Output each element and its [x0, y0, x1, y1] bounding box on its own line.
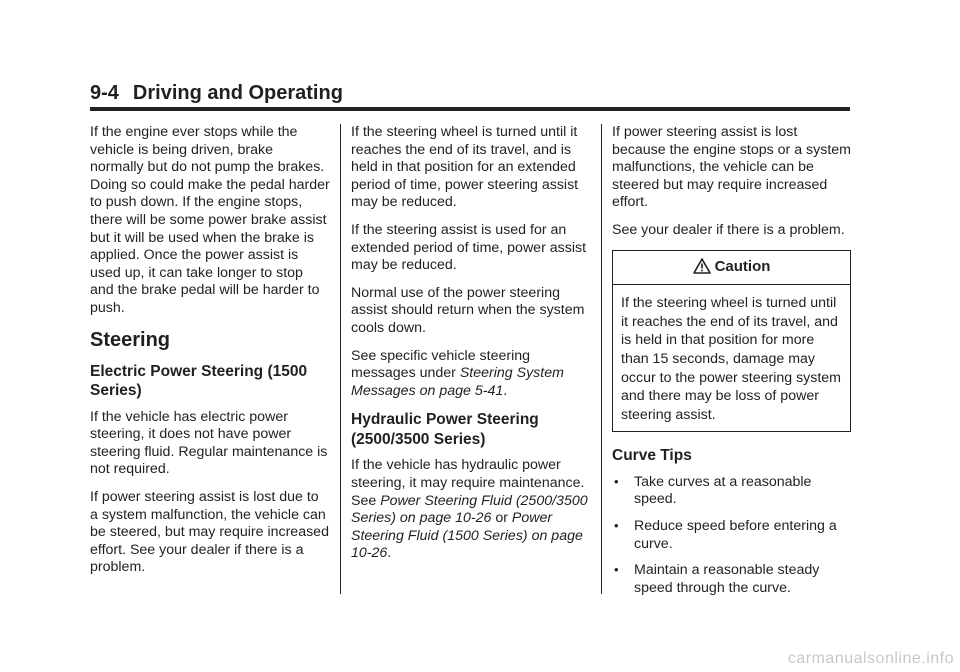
- list-item: • Take curves at a reasonable speed.: [614, 473, 812, 508]
- list-item: • Reduce speed before entering a curve.: [614, 518, 837, 552]
- page-header: [90, 80, 850, 111]
- caution-title: Caution: [714, 257, 771, 275]
- eps-malfunction-paragraph: If power steering assist is lost due to a system malfunction, the vehicle can be steered, but may require increased effort. See your dealer if there is a problem.: [90, 488, 329, 576]
- caution-text: If the steering wheel is turned until it reaches the end of its travel, and is held in that position for more than 15 seconds, damage may occur to the power steering system and there may be loss of power steering assist.: [621, 295, 842, 423]
- curve-tips-heading: Curve Tips: [612, 447, 692, 465]
- steering-messages-link[interactable]: Steering System Messages on page 5-41: [351, 365, 564, 399]
- watermark: carmanualsonline.info: [787, 650, 954, 667]
- extended-assist-paragraph: If the steering assist is used for an extended period of time, power assist may be reduced.: [351, 221, 587, 274]
- power-steering-fluid-2500-link[interactable]: Power Steering Fluid (2500/3500 Series) on page 10-26: [351, 492, 588, 527]
- power-steering-fluid-1500-link[interactable]: Power Steering Fluid (1500 Series) on page 10-26: [351, 510, 583, 562]
- page-number: 9-4: [90, 82, 119, 104]
- caution-header: [613, 251, 850, 286]
- bullet-icon: •: [614, 562, 619, 578]
- steering-travel-paragraph: If the steering wheel is turned until it reaches the end of its travel, and is held in that position for an extended period of time, power steering assist may be reduced.: [351, 124, 579, 211]
- see-dealer-paragraph: See your dealer if there is a problem.: [612, 221, 845, 238]
- electric-power-steering-heading: Electric Power Steering (1500 Series): [90, 362, 308, 400]
- column-divider: [340, 124, 341, 594]
- caution-box: [612, 250, 851, 433]
- bullet-icon: •: [614, 518, 619, 533]
- eps-paragraph: If the vehicle has electric power steering, it does not have power steering fluid. Regular maintenance is not required.: [90, 408, 328, 478]
- curve-tips-list: [612, 474, 852, 598]
- list-item: • Maintain a reasonable steady speed through the curve.: [614, 562, 820, 596]
- bullet-icon: •: [614, 473, 619, 489]
- hps-paragraph: If the vehicle has hydraulic power steering, it may require maintenance. See Power Steering Fluid (2500/3500 Series) on page 10-26 or Power Steering Fluid (1500 Series) on page 10-26.: [351, 457, 588, 562]
- column-divider: [601, 124, 602, 594]
- normal-use-paragraph: Normal use of the power steering assist should return when the system cools down.: [351, 284, 585, 336]
- column-left: [90, 124, 330, 587]
- steering-heading: Steering: [90, 328, 171, 351]
- warning-triangle-icon: [693, 258, 711, 279]
- assist-lost-paragraph: If power steering assist is lost because the engine stops or a system malfunctions, the vehicle can be steered but may require increased effort.: [612, 124, 851, 211]
- section-title: Driving and Operating: [132, 82, 343, 104]
- engine-stop-paragraph: If the engine ever stops while the vehicle is being driven, brake normally but do not pump the brakes. Doing so could make the pedal harder to push down. If the engine stops, there will be some power brake assist but it will be used when the brake is applied. Once the power assist is used up, it can take longer to stop and the brake pedal will be harder to push.: [90, 124, 330, 316]
- hydraulic-power-steering-heading: Hydraulic Power Steering (2500/3500 Series): [351, 411, 539, 448]
- column-right: [612, 124, 852, 606]
- column-middle: [351, 124, 591, 573]
- steering-messages-paragraph: See specific vehicle steering messages under Steering System Messages on page 5-41.: [351, 347, 564, 399]
